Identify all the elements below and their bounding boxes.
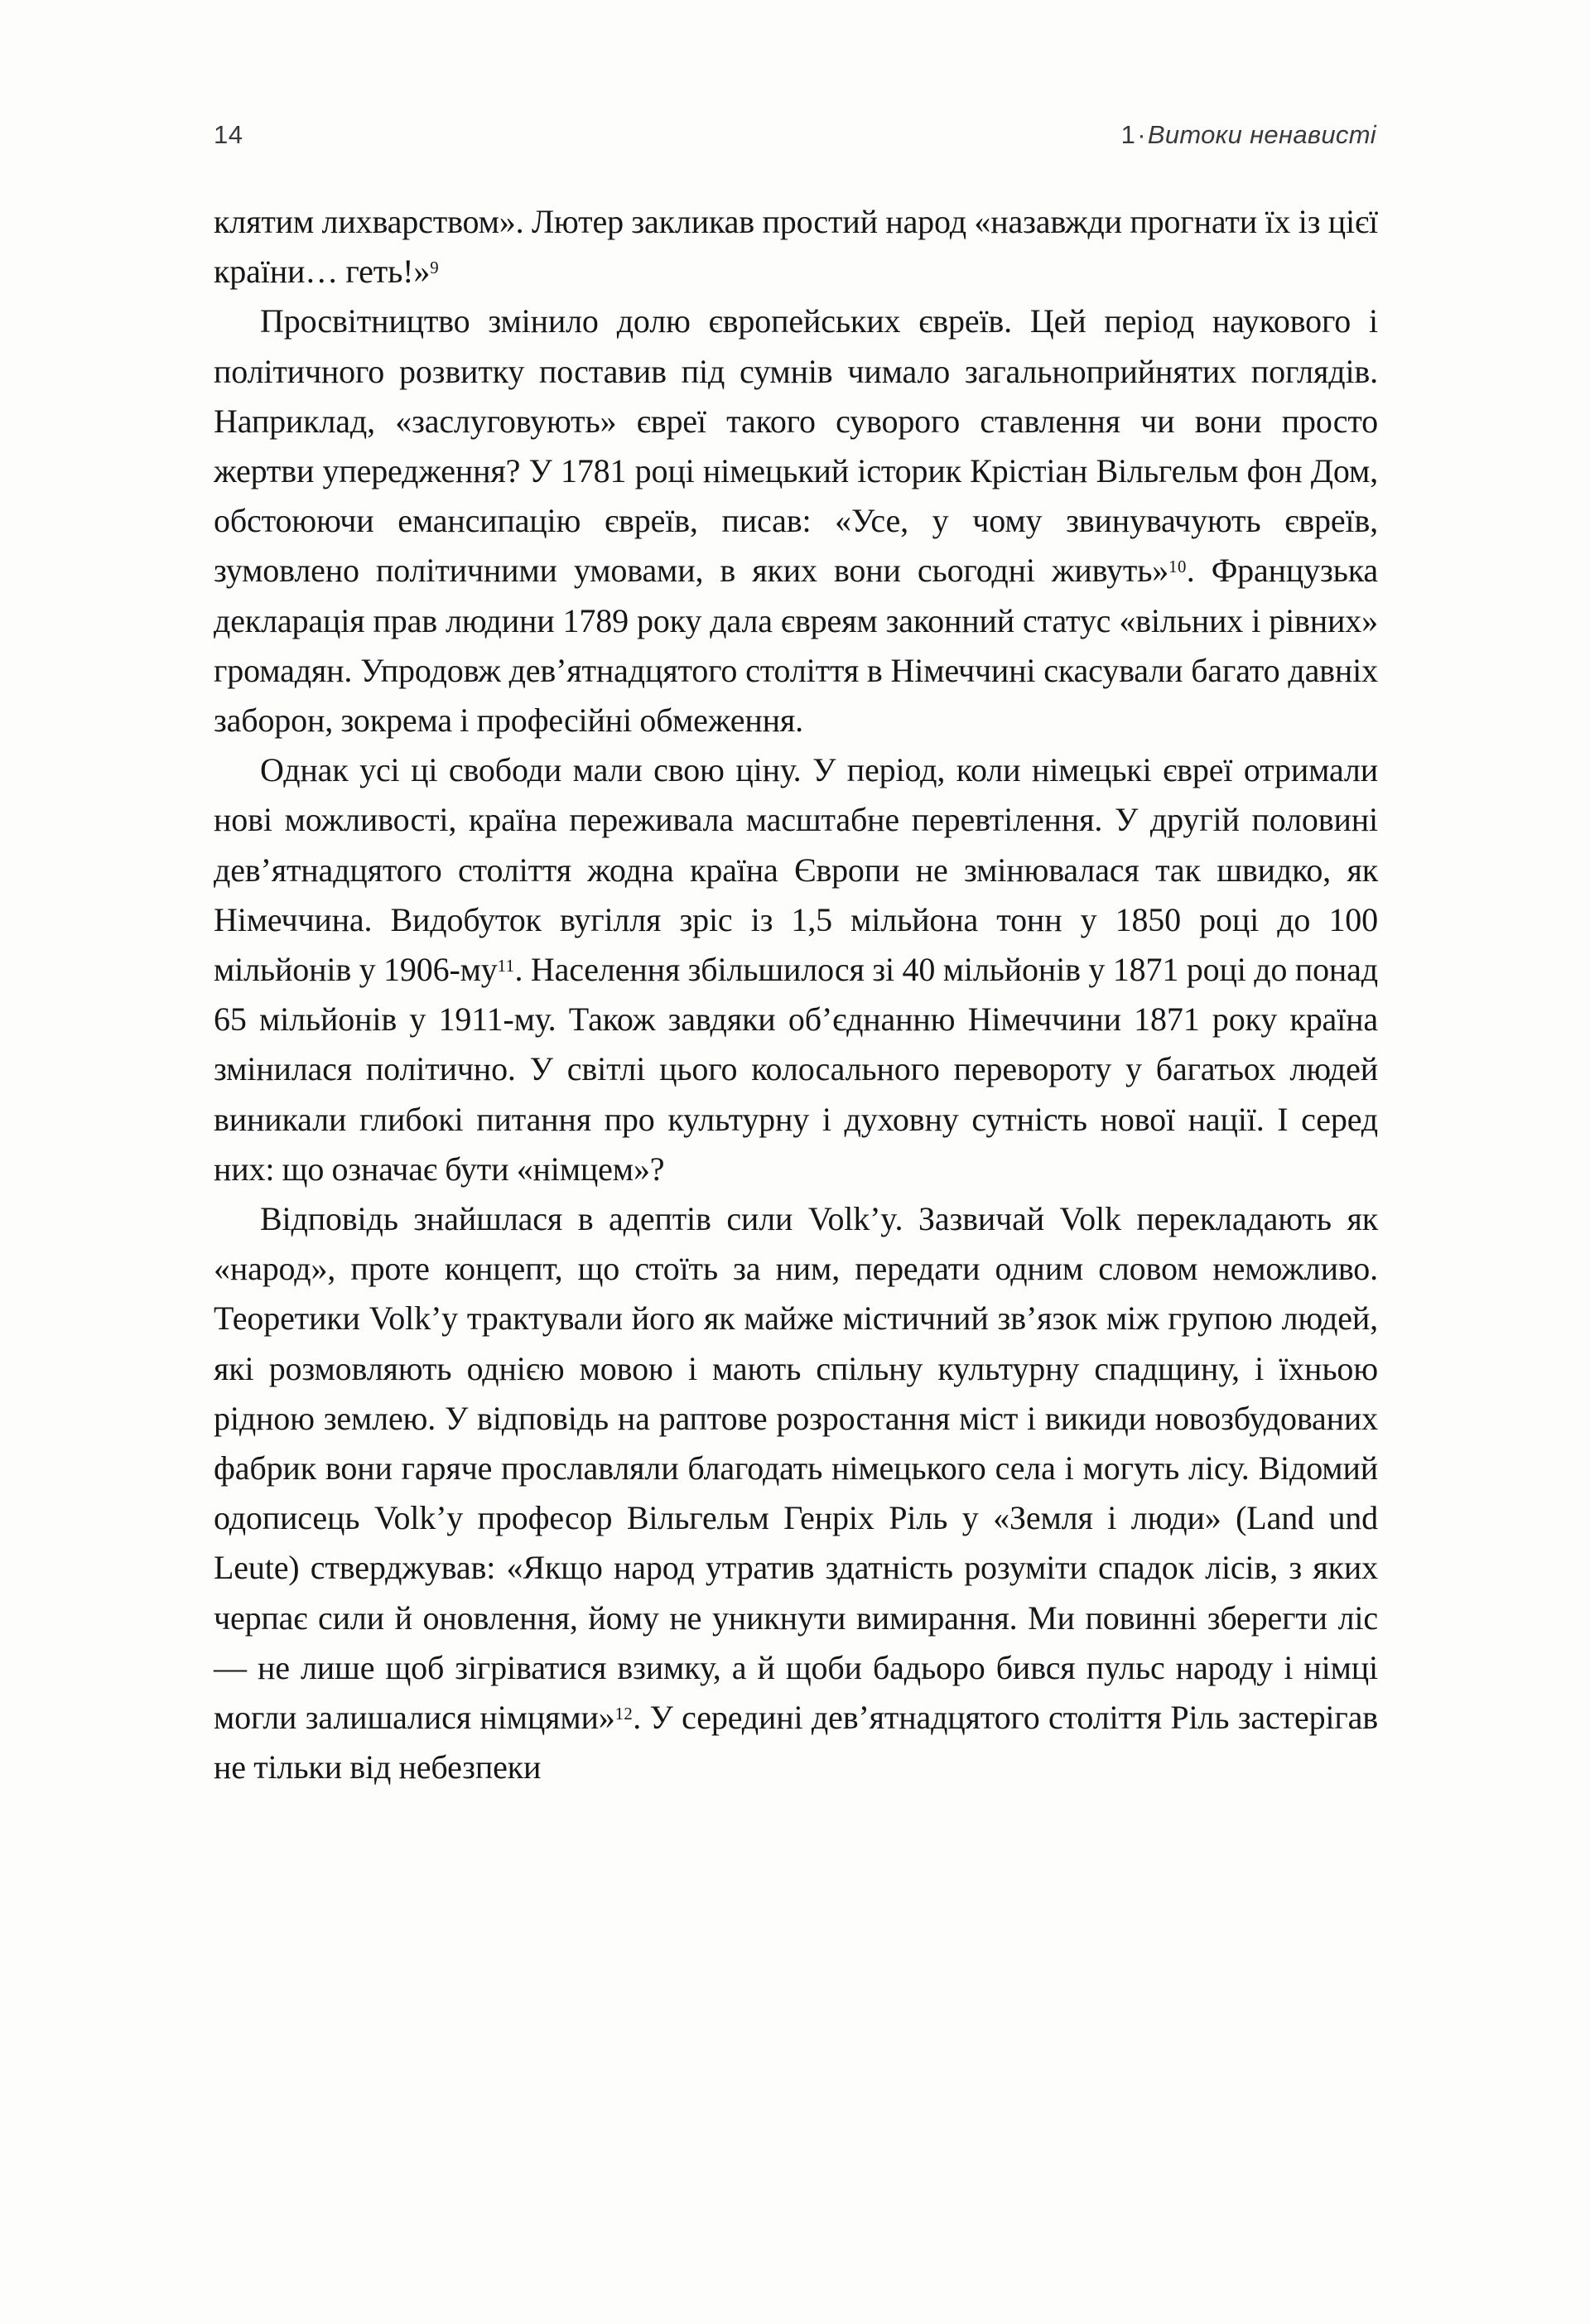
chapter-number: 1: [1120, 120, 1136, 149]
running-head: [214, 116, 1376, 154]
footnote-marker[interactable]: 10: [1168, 557, 1187, 577]
paragraph: Однак усі ці свободи мали свою ціну. У період, коли німецькі євреї отримали нові можливості, країна переживала масштабне перевтілення. У другій половині дев’ятнадцятого століття жодна країна Європи не змінювалася так швидко, як Німеччина. Видобуток вугілля зріс із 1,5 мільйона тонн у 1850 році до 100 мільйонів у 1906-му$^{11}$. Населення збільшилося зі 40 мільйонів у 1871 році до понад 65 мільйонів у 1911-му. Також завдяки об’єднанню Німеччини 1871 року країна змінилася політично. У світлі цього колосального перевороту у багатьох людей виникали глибокі питання про культурну і духовну сутність нової нації. І серед них: що означає бути «німцем»?: [214, 751, 1378, 1188]
paragraph: Відповідь знайшлася в адептів сили Volk’y. Зазвичай Volk перекладають як «народ», проте концепт, що стоїть за ним, передати одним словом неможливо. Теоретики Volk’y трактували його як майже містичний зв’язок між групою людей, які розмовляють однією мовою і мають спільну культурну спадщину, і їхньою рідною землею. У відповідь на раптове розростання міст і викиди новозбудованих фабрик вони гаряче прославляли благодать німецького села і могуть лісу. Відомий одописець Volk’y професор Вільгельм Генріх Ріль у «Земля і люди» (Land und Leute) стверджував: «Якщо народ утратив здатність розуміти спадок лісів, з яких черпає сили й оновлення, йому не уникнути вимирання. Ми повинні зберегти ліс — не лише щоб зігріватися взимку, а й щоби бадьоро бився пульс народу і німці могли залишалися німцями»$^{12}$. У середині дев’ятнадцятого століття Ріль застерігав не тільки від небезпеки: [214, 1200, 1378, 1786]
footnote-marker[interactable]: 11: [497, 957, 515, 976]
page-number: 14: [214, 120, 243, 149]
footnote-marker[interactable]: 9: [430, 258, 440, 278]
paragraph: клятим лихварством». Лютер закликав простий народ «назавжди прогнати їх із цієї країни… геть!»$^9$: [214, 203, 1378, 291]
footnote-marker[interactable]: 12: [614, 1704, 634, 1724]
chapter-running-title: [1121, 120, 1376, 150]
chapter-separator: ·: [1137, 120, 1146, 149]
chapter-title: Витоки ненависті: [1147, 120, 1376, 149]
body-text-block: [214, 197, 1378, 1793]
paragraph: Просвітництво змінило долю європейських євреїв. Цей період наукового і політичного розвитку поставив під сумнів чимало загальноприйнятих поглядів. Наприклад, «заслуговують» євреї такого суворого ставлення чи вони просто жертви упередження? У 1781 році німецький історик Крістіан Вільгельм фон Дом, обстоюючи емансипацію євреїв, писав: «Усе, у чому звинувачують євреїв, зумовлено політичними умовами, в яких вони сьогодні живуть»$^{10}$. Французька декларація прав людини 1789 року дала євреям законний статус «вільних і рівних» громадян. Упродовж дев’ятнадцятого століття в Німеччині скасували багато давніх заборон, зокрема і професійні обмеження.: [214, 302, 1378, 740]
